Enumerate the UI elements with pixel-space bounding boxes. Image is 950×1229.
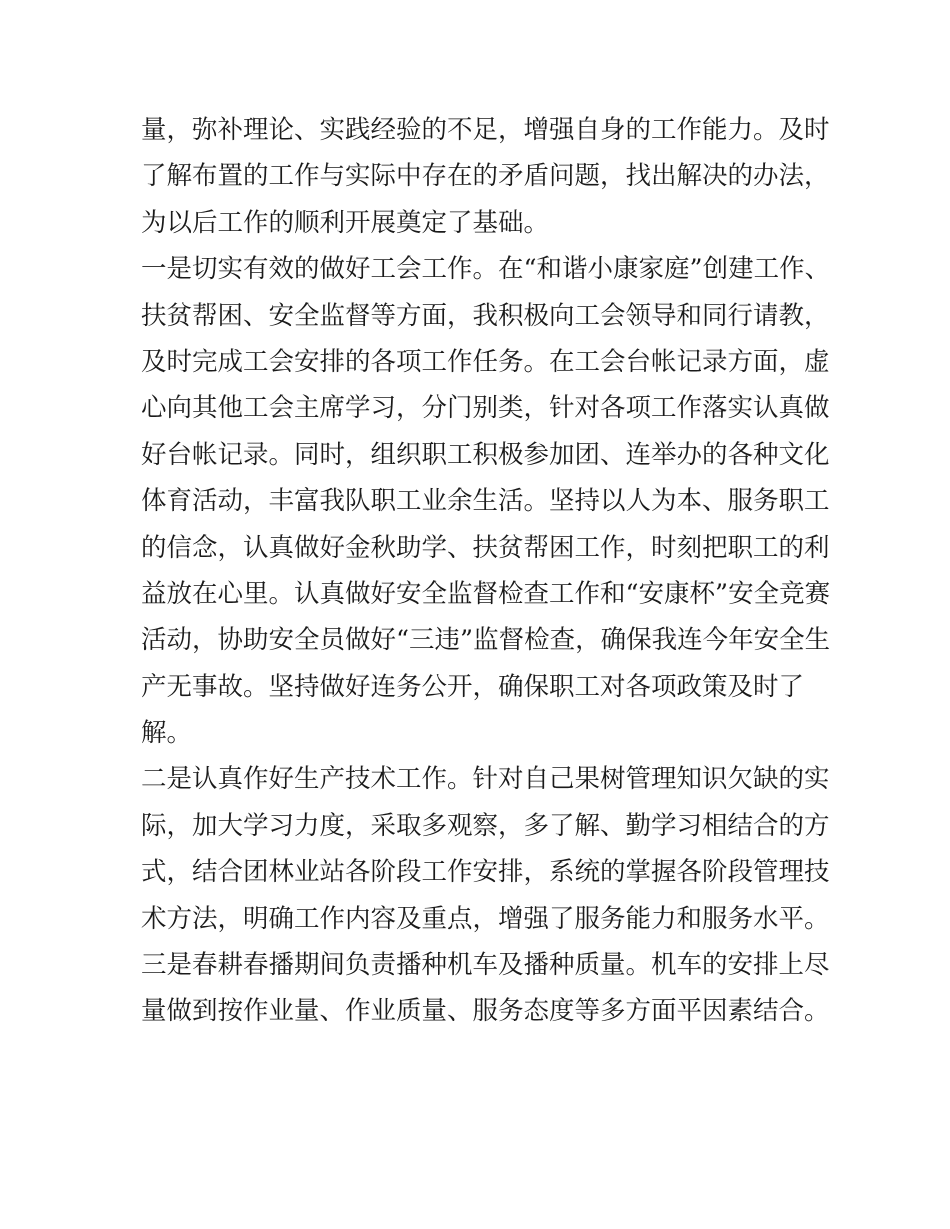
document-body	[141, 107, 831, 1035]
text-line: 三是春耕春播期间负责播种机车及播种质量。机车的安排上尽	[141, 950, 830, 981]
text-line: 了解布置的工作与实际中存在的矛盾问题，找出解决的办法，	[141, 161, 830, 192]
text-line: 的信念，认真做好金秋助学、扶贫帮困工作，时刻把职工的利	[141, 532, 830, 563]
text-line: 活动，协助安全员做好“三违”监督检查，确保我连今年安全生	[141, 625, 831, 656]
text-line: 及时完成工会安排的各项工作任务。在工会台帐记录方面，虚	[141, 346, 830, 377]
text-line: 扶贫帮困、安全监督等方面，我积极向工会领导和同行请教，	[141, 300, 830, 331]
text-line: 二是认真作好生产技术工作。针对自己果树管理知识欠缺的实	[141, 764, 830, 795]
text-line: 好台帐记录。同时，组织职工积极参加团、连举办的各种文化	[141, 439, 830, 470]
text-line: 术方法，明确工作内容及重点，增强了服务能力和服务水平。	[141, 903, 830, 934]
text-line: 一是切实有效的做好工会工作。在“和谐小康家庭”创建工作、	[141, 254, 831, 285]
text-line: 体育活动，丰富我队职工业余生活。坚持以人为本、服务职工	[141, 486, 830, 517]
text-line: 产无事故。坚持做好连务公开，确保职工对各项政策及时了	[141, 671, 805, 702]
text-line: 益放在心里。认真做好安全监督检查工作和“安康杯”安全竞赛	[141, 578, 831, 609]
text-line: 解。	[141, 718, 193, 749]
text-line: 式，结合团林业站各阶段工作安排，系统的掌握各阶段管理技	[141, 857, 830, 888]
text-line: 际，加大学习力度，采取多观察，多了解、勤学习相结合的方	[141, 810, 830, 841]
text-line: 心向其他工会主席学习，分门别类，针对各项工作落实认真做	[141, 393, 830, 424]
text-line: 量，弥补理论、实践经验的不足，增强自身的工作能力。及时	[141, 115, 830, 145]
text-line: 为以后工作的顺利开展奠定了基础。	[141, 207, 550, 238]
text-line: 量做到按作业量、作业质量、服务态度等多方面平因素结合。	[141, 996, 830, 1027]
